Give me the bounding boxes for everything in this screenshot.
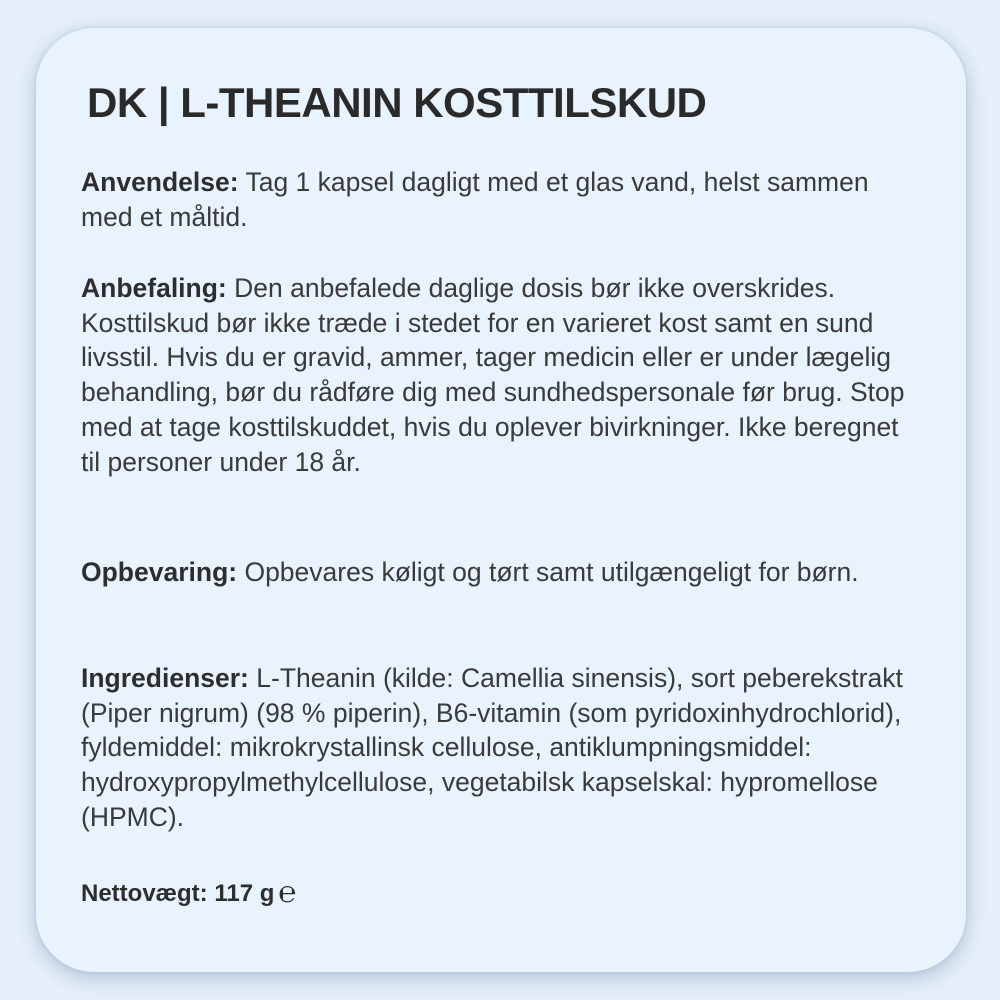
- usage-text: Tag 1 kapsel dagligt med et glas vand, helst sammen med et måltid.: [81, 167, 869, 232]
- storage-section: [81, 555, 921, 590]
- recommendation-text: Den anbefalede daglige dosis bør ikke overskrides. Kosttilskud bør ikke træde i stedet for en varieret kost samt en sund livsstil. Hvis du er gravid, ammer, tager medicin eller er under lægelig behandling, bør du rådføre dig med sundhedspersonale før brug. Stop med at tage kosttilskuddet, hvis du oplever bivirkninger. Ikke beregnet til personer under 18 år.: [81, 273, 905, 477]
- estimated-sign-icon: ℮: [278, 875, 297, 910]
- page-title: DK | L-THEANIN KOSTTILSKUD: [87, 79, 707, 126]
- net-weight-label: Nettovægt: 117 g: [81, 880, 275, 907]
- usage-label: Anvendelse:: [81, 167, 239, 197]
- net-weight: [81, 875, 296, 912]
- storage-text: Opbevares køligt og tørt samt utilgængeligt for børn.: [244, 557, 859, 587]
- usage-section: [81, 165, 921, 234]
- recommendation-section: [81, 271, 921, 479]
- ingredients-label: Ingredienser:: [81, 663, 249, 693]
- ingredients-section: [81, 661, 921, 835]
- recommendation-label: Anbefaling:: [81, 273, 227, 303]
- storage-label: Opbevaring:: [81, 557, 238, 587]
- ingredients-text: L-Theanin (kilde: Camellia sinensis), sort peberekstrakt (Piper nigrum) (98 % piperin), B6-vitamin (som pyridoxinhydrochlorid), fyldemiddel: mikrokrystallinsk cellulose, antiklumpningsmiddel: hydroxypropylmethylcellulose, vegetabilsk kapselskal: hypromellose (HPMC).: [81, 663, 903, 832]
